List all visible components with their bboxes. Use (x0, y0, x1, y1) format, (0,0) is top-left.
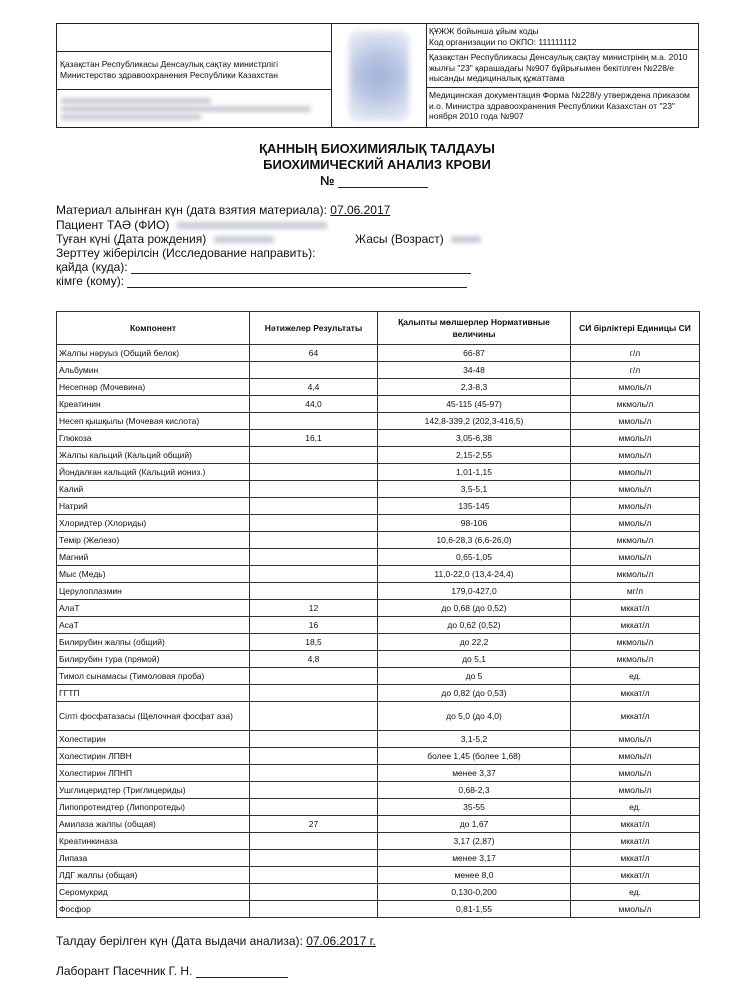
norm-cell: до 5,1 (378, 651, 571, 668)
table-row (57, 532, 700, 549)
result-cell (250, 413, 378, 430)
table-row (57, 617, 700, 634)
norm-cell: 45-115 (45-97) (378, 396, 571, 413)
age-label: Жасы (Возраст) (355, 232, 444, 246)
norm-cell: менее 8,0 (378, 867, 571, 884)
component-cell: Жалпы кальций (Кальций общий) (57, 447, 250, 464)
result-cell (250, 532, 378, 549)
norm-cell: до 5 (378, 668, 571, 685)
norm-cell: до 0,68 (до 0,52) (378, 600, 571, 617)
table-row (57, 481, 700, 498)
unit-cell: ммоль/л (571, 464, 700, 481)
seal-image-redacted (349, 31, 409, 121)
norm-cell: 2,15-2,55 (378, 447, 571, 464)
table-row (57, 731, 700, 748)
component-cell: ЛДГ жалпы (общая) (57, 867, 250, 884)
norm-cell: 35-55 (378, 799, 571, 816)
title-kz: ҚАННЫҢ БИОХИМИЯЛЫҚ ТАЛДАУЫ (259, 141, 495, 156)
organization-name-redacted (57, 90, 331, 126)
unit-cell: ммоль/л (571, 765, 700, 782)
material-date-value: 07.06.2017 (330, 203, 391, 217)
unit-cell: ммоль/л (571, 413, 700, 430)
norm-cell: 3,05-6,38 (378, 430, 571, 447)
component-cell: Ушглицеридтер (Триглицериды) (57, 782, 250, 799)
table-row (57, 430, 700, 447)
whom-label: кімге (кому): (56, 274, 125, 288)
seal-cell (331, 24, 427, 127)
table-row (57, 413, 700, 430)
component-cell: Магний (57, 549, 250, 566)
component-cell: Амилаза жалпы (общая) (57, 816, 250, 833)
material-date-row (56, 204, 390, 217)
norm-cell: 1,01-1,15 (378, 464, 571, 481)
unit-cell: г/л (571, 345, 700, 362)
results-table (56, 311, 700, 918)
table-row (57, 600, 700, 617)
table-row (57, 566, 700, 583)
result-cell (250, 731, 378, 748)
order-ru: Медицинская документация Форма №228/у утверждена приказом и.о. Министра здравоохранения Республики Казахстан от "23" ноября 2010 года №907 (429, 90, 690, 121)
result-cell (250, 362, 378, 379)
component-cell: Холестирин ЛПВН (57, 748, 250, 765)
unit-cell: мккат/л (571, 617, 700, 634)
component-cell: ГГТП (57, 685, 250, 702)
component-cell: Билирубин жалпы (общий) (57, 634, 250, 651)
unit-cell: г/л (571, 362, 700, 379)
table-row (57, 651, 700, 668)
send-label: Зерттеу жіберілсін (Исследование направить): (56, 246, 316, 260)
norm-cell: 98-106 (378, 515, 571, 532)
norm-cell: 0,130-0,200 (378, 884, 571, 901)
component-cell: Жалпы нәруыз (Общий белок) (57, 345, 250, 362)
unit-cell: ммоль/л (571, 731, 700, 748)
header-units: СИ бірліктері Единицы СИ (571, 312, 700, 345)
unit-cell: ммоль/л (571, 515, 700, 532)
result-cell (250, 901, 378, 918)
norm-cell: 34-48 (378, 362, 571, 379)
table-row (57, 901, 700, 918)
unit-cell: мкмоль/л (571, 651, 700, 668)
norm-cell: 0,81-1,55 (378, 901, 571, 918)
material-date-label: Материал алынған күн (дата взятия материала): (56, 203, 327, 217)
result-cell (250, 447, 378, 464)
result-cell: 16 (250, 617, 378, 634)
where-field (131, 262, 471, 274)
table-row (57, 498, 700, 515)
result-cell (250, 566, 378, 583)
norm-cell: 3,17 (2,87) (378, 833, 571, 850)
unit-cell: ммоль/л (571, 748, 700, 765)
result-cell (250, 782, 378, 799)
unit-cell: мккат/л (571, 850, 700, 867)
birth-date-redacted (214, 236, 274, 243)
component-cell: Серомукрид (57, 884, 250, 901)
table-row (57, 702, 700, 731)
number-label: № (320, 173, 335, 188)
result-cell (250, 884, 378, 901)
unit-cell: ммоль/л (571, 430, 700, 447)
norm-cell: 142,8-339,2 (202,3-416,5) (378, 413, 571, 430)
unit-cell: ммоль/л (571, 901, 700, 918)
table-row (57, 782, 700, 799)
result-cell (250, 765, 378, 782)
table-row (57, 379, 700, 396)
where-label: қайда (куда): (56, 260, 128, 274)
component-cell: Холестирин ЛПНП (57, 765, 250, 782)
age-redacted (451, 236, 481, 243)
unit-cell: ед. (571, 884, 700, 901)
result-cell (250, 867, 378, 884)
header-component: Компонент (57, 312, 250, 345)
norm-cell: до 0,82 (до 0,53) (378, 685, 571, 702)
form-header (56, 23, 699, 128)
result-cell (250, 799, 378, 816)
result-cell (250, 549, 378, 566)
table-row (57, 884, 700, 901)
component-cell: Калий (57, 481, 250, 498)
norm-cell: 0,65-1,05 (378, 549, 571, 566)
unit-cell: мкмоль/л (571, 532, 700, 549)
unit-cell: ммоль/л (571, 447, 700, 464)
norm-cell: до 0,62 (0,52) (378, 617, 571, 634)
result-cell (250, 668, 378, 685)
component-cell: Темір (Железо) (57, 532, 250, 549)
unit-cell: мккат/л (571, 600, 700, 617)
unit-cell: мккат/л (571, 702, 700, 731)
norm-cell: 11,0-22,0 (13,4-24,4) (378, 566, 571, 583)
result-cell: 64 (250, 345, 378, 362)
table-row (57, 362, 700, 379)
norm-cell: менее 3,17 (378, 850, 571, 867)
norm-cell: 3,5-5,1 (378, 481, 571, 498)
component-cell: Альбумин (57, 362, 250, 379)
table-row (57, 668, 700, 685)
okpo-kz: ҚҰЖЖ бойынша ұйым коды (429, 26, 539, 36)
unit-cell: ммоль/л (571, 549, 700, 566)
norm-cell: до 5,0 (до 4,0) (378, 702, 571, 731)
result-cell (250, 498, 378, 515)
norm-cell: 135-145 (378, 498, 571, 515)
component-cell: Креатинин (57, 396, 250, 413)
table-row (57, 634, 700, 651)
result-cell (250, 481, 378, 498)
component-cell: Тимол сынамасы (Тимоловая проба) (57, 668, 250, 685)
result-cell (250, 748, 378, 765)
component-cell: Несепнәр (Мочевина) (57, 379, 250, 396)
table-header-row (57, 312, 700, 345)
table-row (57, 799, 700, 816)
issue-date-row (56, 934, 376, 948)
component-cell: Церулоплазмин (57, 583, 250, 600)
table-row (57, 396, 700, 413)
component-cell: Натрий (57, 498, 250, 515)
norm-cell: 0,68-2,3 (378, 782, 571, 799)
table-row (57, 583, 700, 600)
component-cell: Сілті фосфатазасы (Щелочная фосфат аза) (57, 702, 250, 731)
table-row (57, 549, 700, 566)
table-row (57, 816, 700, 833)
result-cell (250, 464, 378, 481)
result-cell (250, 850, 378, 867)
unit-cell: ммоль/л (571, 379, 700, 396)
issue-date-value: 07.06.2017 г. (306, 934, 376, 948)
lab-row (56, 964, 288, 978)
ministry-ru: Министерство здравоохранения Республики Казахстан (60, 70, 278, 80)
whom-field (127, 276, 467, 288)
norm-cell: 179,0-427,0 (378, 583, 571, 600)
result-cell: 18,5 (250, 634, 378, 651)
unit-cell: ммоль/л (571, 782, 700, 799)
norm-cell: более 1,45 (более 1,68) (378, 748, 571, 765)
unit-cell: ед. (571, 668, 700, 685)
component-cell: Йондалған кальций (Кальций иониз.) (57, 464, 250, 481)
patient-name-redacted (177, 222, 327, 229)
unit-cell: мккат/л (571, 816, 700, 833)
result-cell: 44,0 (250, 396, 378, 413)
component-cell: АсаТ (57, 617, 250, 634)
norm-cell: 2,3-8,3 (378, 379, 571, 396)
table-row (57, 867, 700, 884)
table-row (57, 850, 700, 867)
result-cell: 12 (250, 600, 378, 617)
result-cell (250, 685, 378, 702)
component-cell: Мыс (Медь) (57, 566, 250, 583)
norm-cell: до 22,2 (378, 634, 571, 651)
component-cell: Липаза (57, 850, 250, 867)
component-cell: Хлоридтер (Хлориды) (57, 515, 250, 532)
norm-cell: менее 3,37 (378, 765, 571, 782)
order-kz: Қазақстан Республикасы Денсаулық сақтау министрінің м.а. 2010 жылғы "23" қарашадағы №907 бұйрығымен бекітілген №228/е нысанды медициналық құжаттама (426, 50, 698, 88)
table-row (57, 685, 700, 702)
form-info-cell (426, 24, 698, 127)
component-cell: Фосфор (57, 901, 250, 918)
table-row (57, 748, 700, 765)
table-row (57, 345, 700, 362)
component-cell: Креатинкиназа (57, 833, 250, 850)
norm-cell: 10,6-28,3 (6,6-26,0) (378, 532, 571, 549)
lab-signature-line (196, 965, 288, 978)
age-row (355, 233, 481, 246)
result-cell (250, 702, 378, 731)
component-cell: Липопротеидтер (Липопротеды) (57, 799, 250, 816)
result-cell: 4,8 (250, 651, 378, 668)
patient-label: Пациент ТАӘ (ФИО) (56, 218, 170, 232)
result-cell (250, 583, 378, 600)
birth-row (56, 233, 274, 246)
table-row (57, 765, 700, 782)
okpo-ru: Код организации по ОКПО: 111111112 (429, 37, 577, 47)
unit-cell: ммоль/л (571, 498, 700, 515)
table-row (57, 447, 700, 464)
lab-label: Лаборант Пасечник Г. Н. (56, 964, 193, 978)
table-row (57, 833, 700, 850)
unit-cell: мкмоль/л (571, 566, 700, 583)
component-cell: АлаТ (57, 600, 250, 617)
norm-cell: 3,1-5,2 (378, 731, 571, 748)
header-norms: Қалыпты мөлшерлер Нормативные величины (378, 312, 571, 345)
norm-cell: до 1,67 (378, 816, 571, 833)
unit-cell: мккат/л (571, 685, 700, 702)
unit-cell: мкмоль/л (571, 634, 700, 651)
result-cell (250, 515, 378, 532)
result-cell: 16,1 (250, 430, 378, 447)
unit-cell: мккат/л (571, 867, 700, 884)
result-cell (250, 833, 378, 850)
result-cell: 27 (250, 816, 378, 833)
component-cell: Билирубин тура (прямой) (57, 651, 250, 668)
header-results: Нәтижелер Результаты (250, 312, 378, 345)
component-cell: Несеп қышқылы (Мочевая кислота) (57, 413, 250, 430)
result-cell: 4,4 (250, 379, 378, 396)
table-row (57, 515, 700, 532)
issue-date-label: Талдау берілген күн (Дата выдачи анализа): (56, 934, 303, 948)
whom-row (56, 275, 467, 288)
norm-cell: 66-87 (378, 345, 571, 362)
title-ru: БИОХИМИЧЕСКИЙ АНАЛИЗ КРОВИ (263, 157, 491, 172)
unit-cell: мккат/л (571, 833, 700, 850)
where-row (56, 261, 471, 274)
unit-cell: мкмоль/л (571, 396, 700, 413)
ministry-kz: Қазақстан Республикасы Денсаулық сақтау министрлігі (60, 59, 278, 69)
unit-cell: мг/л (571, 583, 700, 600)
unit-cell: ед. (571, 799, 700, 816)
component-cell: Холестирин (57, 731, 250, 748)
component-cell: Глюкоза (57, 430, 250, 447)
unit-cell: ммоль/л (571, 481, 700, 498)
analysis-number (320, 173, 440, 188)
patient-row (56, 219, 327, 232)
table-row (57, 464, 700, 481)
birth-label: Туған күні (Дата рождения) (56, 232, 207, 246)
ministry-cell (57, 24, 332, 127)
